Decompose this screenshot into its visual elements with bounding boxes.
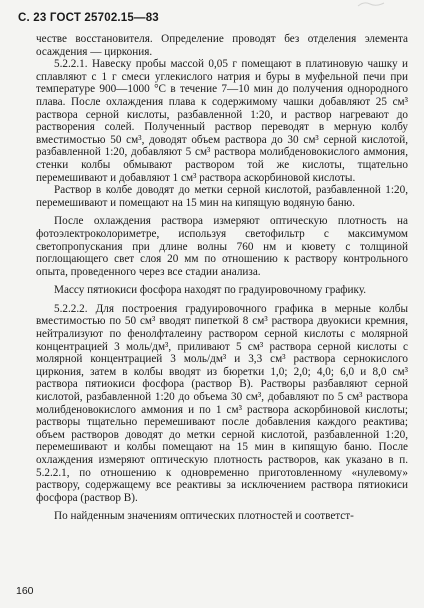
paragraph-measurement: После охлаждения раствора измеряют оптическую плотность на фотоэлектроколориметре, используя светофильтр с максимумом светопропускания при длине волны 760 нм и кювету с толщиной поглощающего свет слоя 20 мм по отношению к раствору контрольного опыта, проведенного через все стадии анализа. (36, 215, 408, 278)
paragraph-graph-mass: Массу пятиокиси фосфора находят по градуировочному графику. (54, 284, 367, 297)
paragraph-dilution: Раствор в колбе доводят до метки серной кислотой, разбавленной 1:20, перемешивают и помещают на 15 мин на кипящую водяную баню. (36, 184, 408, 209)
scan-mark (356, 0, 386, 8)
paragraph-final: По найденным значениям оптических плотностей и соответст- (54, 510, 354, 523)
page-header: С. 23 ГОСТ 25702.15—83 (18, 12, 159, 24)
page-number: 160 (16, 585, 34, 597)
paragraph-5-2-2-1: 5.2.2.1. Навеску пробы массой 0,05 г помещают в платиновую чашку и сплавляют с 1 г смеси углекислого натрия и буры в муфельной печи при температуре 900—1000 °С в течение 7—10 мин до получения однородного плава. После охлаждения плава к содержимому чашки добавляют 25 см³ раствора серной кислоты, разбавленной 1:20, и раствор нагревают до растворения солей. Полученный раствор переводят в мерную колбу вместимостью 50 см³, доводят объем раствора до 30 см³ серной кислотой, разбавленной 1:20, добавляют 5 см³ раствора молибденовокислого аммония, стенки колбы обмывают раствором той же кислоты, тщательно перемешивают и добавляют 1 см³ раствора аскорбиновой кислоты. (36, 58, 408, 184)
paragraph-5-2-2-2: 5.2.2.2. Для построения градуировочного графика в мерные колбы вместимостью по 50 см³ вводят пипеткой 8 см³ раствора двуокиси кремния, нейтрализуют по фенолфталеину раствором серной кислоты с молярной концентрацией 3 моль/дм³, приливают 5 см³ раствора серной кислоты с молярной концентрацией 3 моль/дм³ и 3,3 см³ раствора сернокислого циркония, затем в колбы вводят из бюретки 1,0; 2,0; 4,0; 6,0 и 8,0 см³ раствора пятиокиси фосфора (раствор В). Растворы разбавляют серной кислотой, разбавленной 1:20 до объема 30 см³, добавляют по 5 см³ раствора молибденовокислого аммония и по 1 см³ раствора аскорбиновой кислоты; растворы тщательно перемешивают после добавления каждого реактива; объем растворов доводят до метки серной кислотой, разбавленной 1:20, перемешивают и колбы помещают на 15 мин в кипящую баню. После охлаждения измеряют оптическую плотность растворов, как указано в п. 5.2.2.1, по отношению к одновременно приготовленному «нулевому» раствору, содержащему все реактивы за исключением раствора пятиокиси фосфора (раствор В). (36, 302, 408, 504)
body-text (36, 33, 408, 523)
paragraph-continuation: честве восстановителя. Определение проводят без отделения элемента осаждения — циркония. (36, 33, 408, 58)
